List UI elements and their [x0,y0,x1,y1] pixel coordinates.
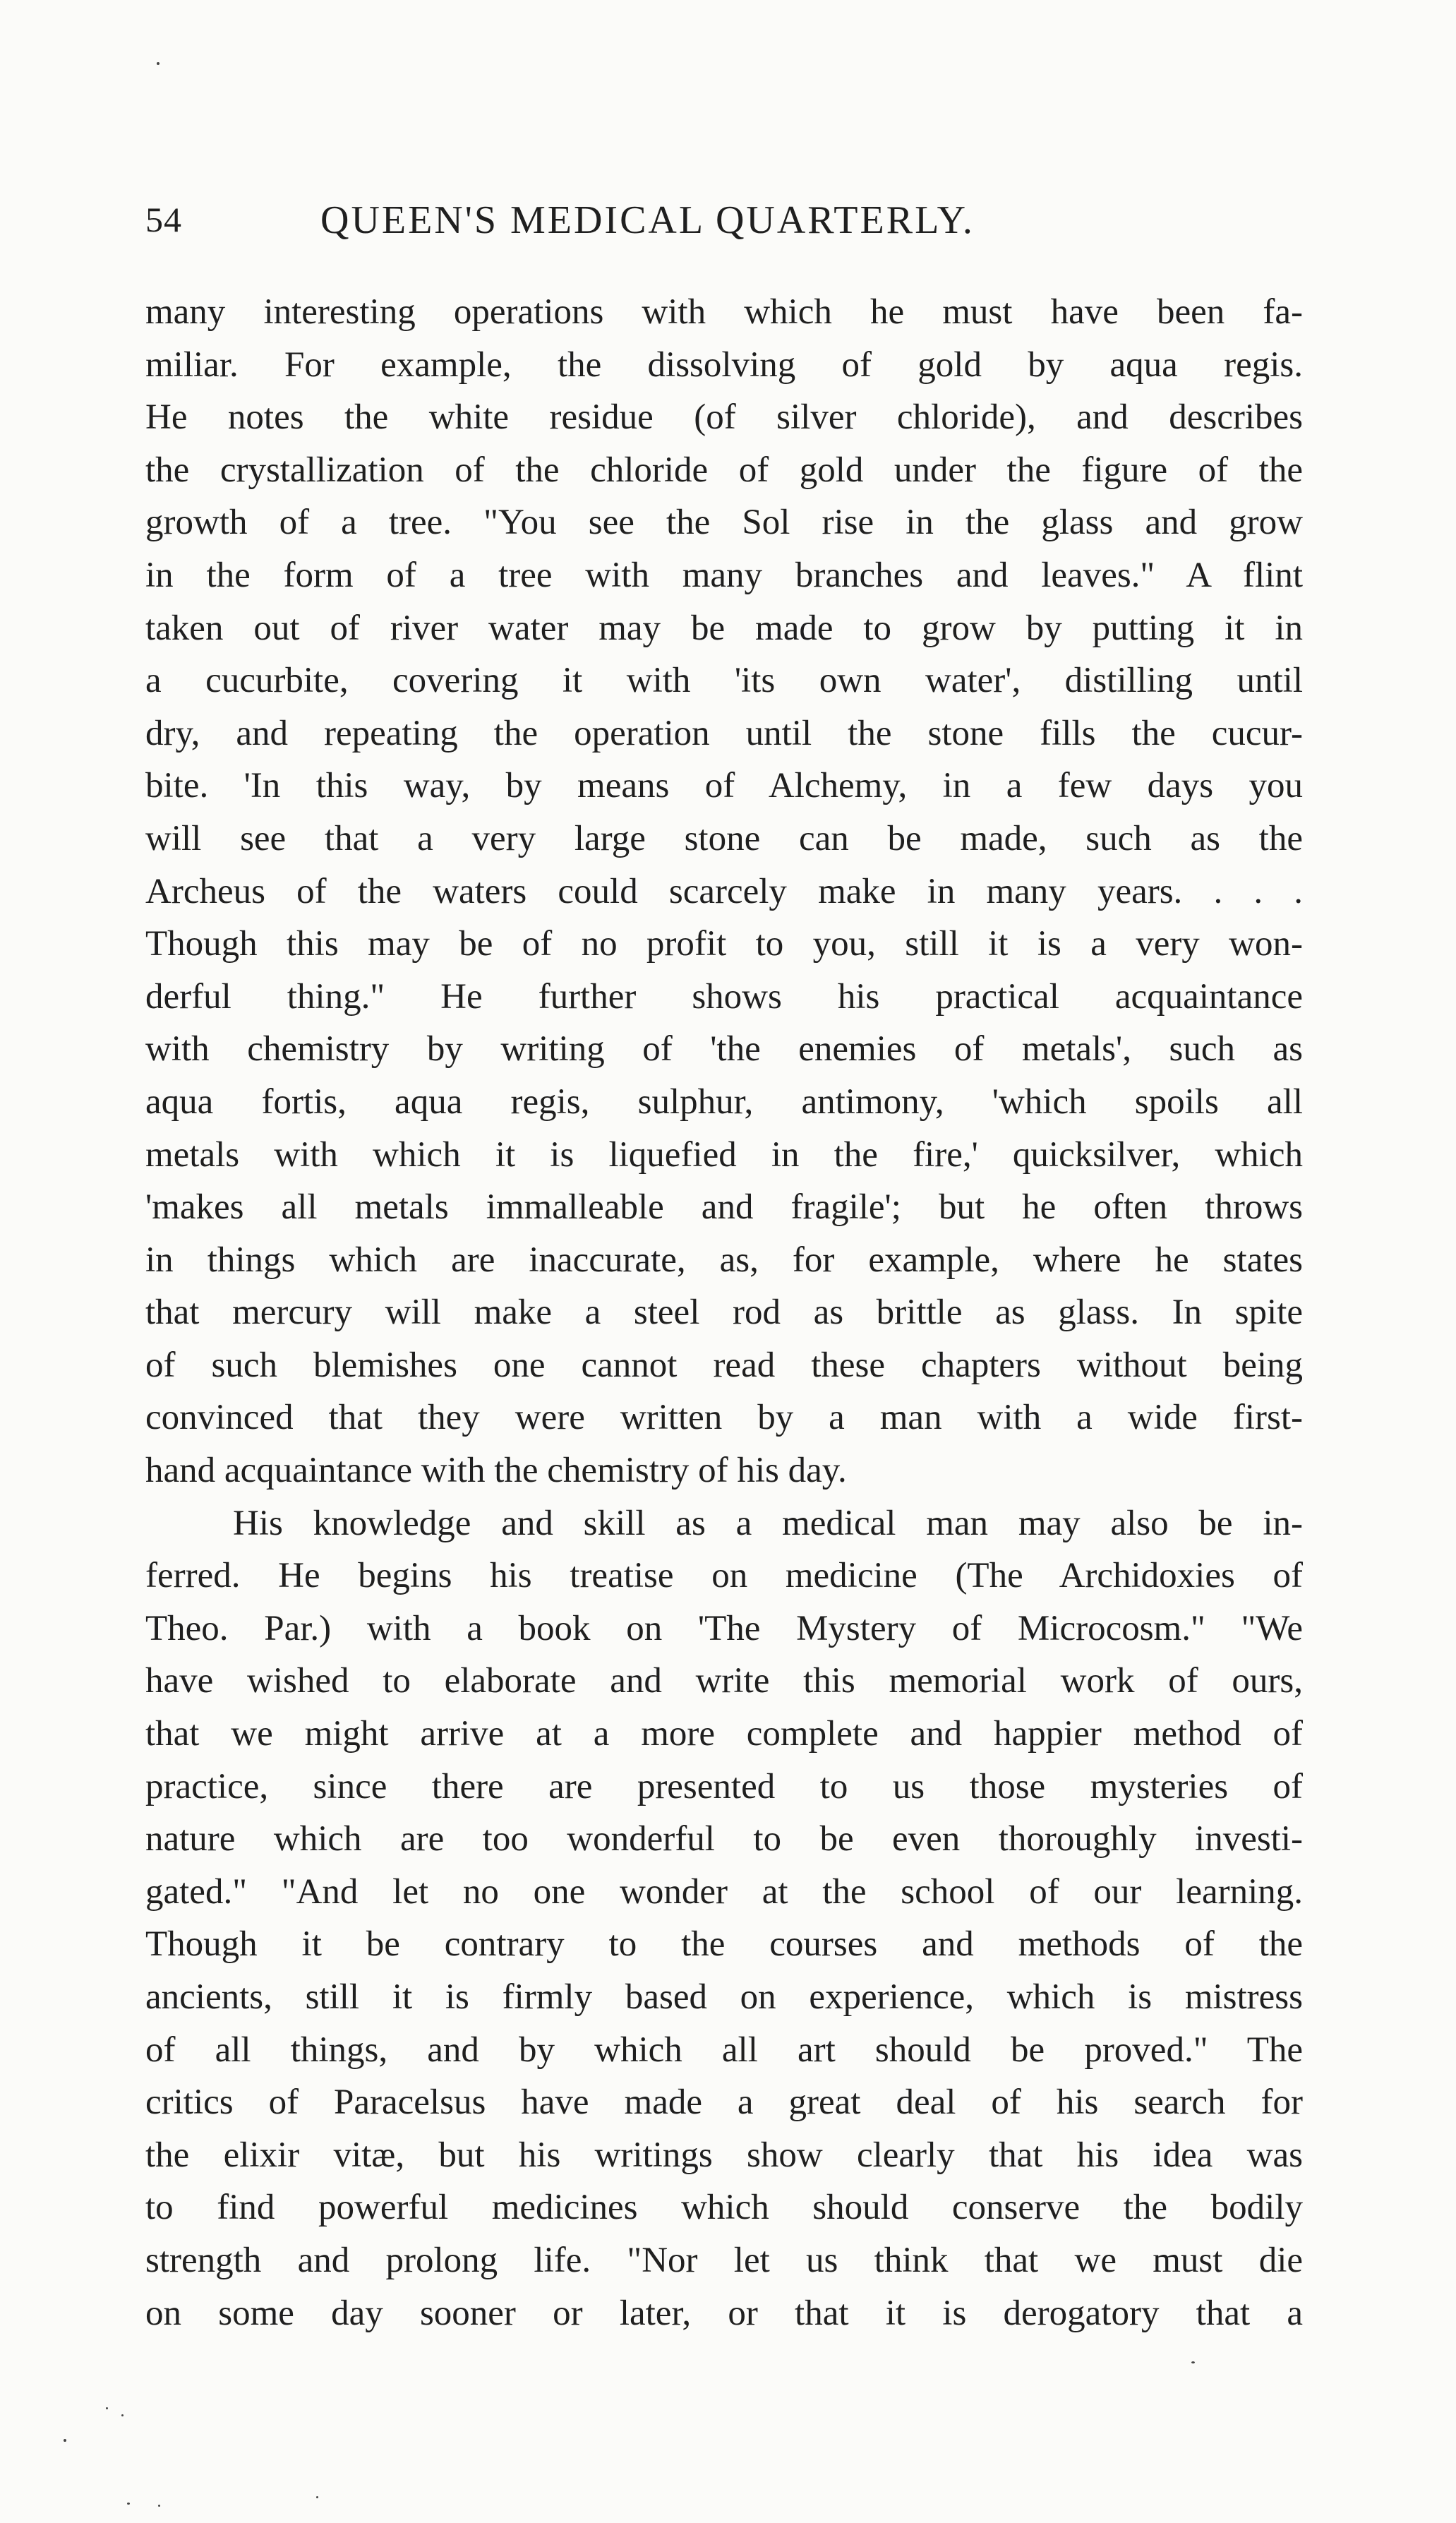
scan-speck [157,62,160,65]
text-line: bite. 'In this way, by means of Alchemy, in a few days you [145,766,1303,806]
text-line: Archeus of the waters could scarcely make in many years. . . . [145,871,1303,911]
running-title: QUEEN'S MEDICAL QUARTERLY. [320,198,975,242]
scan-speck [121,2414,124,2416]
text-line: with chemistry by writing of 'the enemies of metals', such as [145,1029,1303,1069]
page-header [145,199,1303,263]
text-line: many interesting operations with which he must have been fa- [145,292,1303,332]
text-line: He notes the white residue (of silver chloride), and describes [145,397,1303,438]
scan-speck [106,2407,108,2409]
text-line: on some day sooner or later, or that it is derogatory that a [145,2293,1303,2333]
text-line: that mercury will make a steel rod as brittle as glass. In spite [145,1293,1303,1333]
text-line: to find powerful medicines which should conserve the bodily [145,2188,1303,2228]
paragraph-start-line: His knowledge and skill as a medical man may also be in- [233,1503,1303,1543]
text-line: nature which are too wonderful to be even thoroughly investi- [145,1819,1303,1859]
text-line: ancients, still it is firmly based on experience, which is mistress [145,1977,1303,2017]
text-line: in the form of a tree with many branches and leaves." A flint [145,555,1303,595]
text-line: convinced that they were written by a man with a wide first- [145,1398,1303,1438]
text-line: aqua fortis, aqua regis, sulphur, antimony, 'which spoils all [145,1081,1303,1122]
text-line: critics of Paracelsus have made a great deal of his search for [145,2082,1303,2123]
scan-speck [127,2503,130,2505]
scan-speck [64,2439,66,2442]
text-line: in things which are inaccurate, as, for example, where he states [145,1240,1303,1280]
text-line: Though this may be of no profit to you, still it is a very won- [145,924,1303,964]
text-line: dry, and repeating the operation until the stone fills the cucur- [145,713,1303,753]
scan-speck [316,2496,318,2498]
text-line: taken out of river water may be made to grow by putting it in [145,608,1303,648]
text-line: Though it be contrary to the courses and methods of the [145,1924,1303,1965]
text-line: Theo. Par.) with a book on 'The Mystery of Microcosm." "We [145,1608,1303,1648]
text-line: of all things, and by which all art should be proved." The [145,2030,1303,2070]
text-line: 'makes all metals immalleable and fragile'; but he often throws [145,1187,1303,1228]
text-line: have wished to elaborate and write this memorial work of ours, [145,1661,1303,1701]
paragraph-end-line: hand acquaintance with the chemistry of his day. [145,1451,847,1491]
text-line: ferred. He begins his treatise on medicine (The Archidoxies of [145,1556,1303,1596]
page-number: 54 [145,200,182,239]
text-line: will see that a very large stone can be made, such as the [145,818,1303,858]
text-line: practice, since there are presented to us those mysteries of [145,1766,1303,1806]
text-line: miliar. For example, the dissolving of gold by aqua regis. [145,344,1303,385]
text-line: that we might arrive at a more complete and happier method of [145,1714,1303,1754]
text-line: a cucurbite, covering it with 'its own water', distilling until [145,661,1303,701]
scan-speck [1191,2361,1195,2363]
text-line: the crystallization of the chloride of gold under the figure of the [145,450,1303,490]
text-line: metals with which it is liquefied in the fire,' quicksilver, which [145,1134,1303,1175]
text-line: the elixir vitæ, but his writings show clearly that his idea was [145,2135,1303,2175]
text-line: derful thing." He further shows his practical acquaintance [145,976,1303,1017]
text-line: growth of a tree. "You see the Sol rise in the glass and grow [145,503,1303,543]
body-text [145,286,1303,2339]
text-line: of such blemishes one cannot read these chapters without being [145,1345,1303,1385]
text-line: strength and prolong life. "Nor let us think that we must die [145,2240,1303,2280]
text-line: gated." "And let no one wonder at the school of our learning. [145,1871,1303,1912]
scan-speck [158,2505,160,2507]
